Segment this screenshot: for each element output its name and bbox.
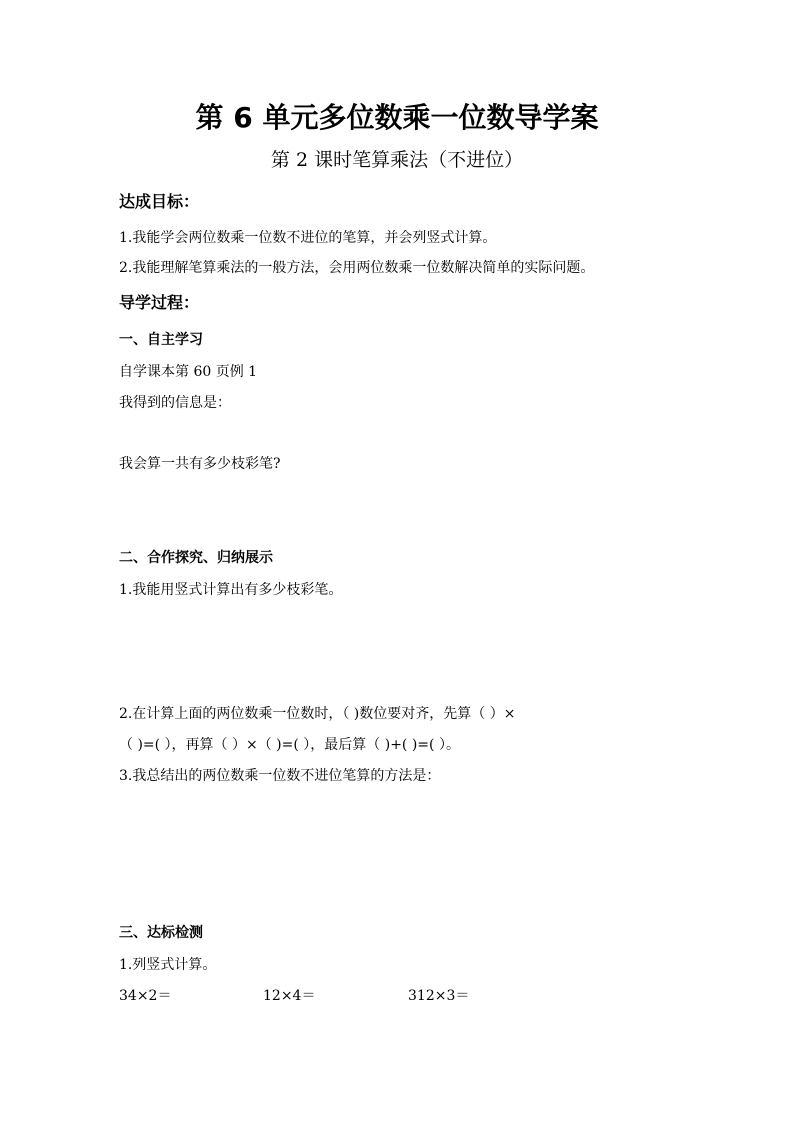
problem-2: 12×4＝ [263, 988, 316, 1004]
section2-title: 二、合作探究、归纳展示 [119, 550, 273, 566]
process-heading: 导学过程： [119, 293, 200, 312]
section2-item-2-line-b: （ )=( ），再算（ ）×（ )=( ），最后算（ )+( )=( ）。 [119, 737, 460, 753]
section1-line-3: 我会算一共有多少枝彩笔? [119, 456, 281, 472]
problem-1: 34×2＝ [119, 988, 172, 1004]
page-subtitle: 第 2 课时笔算乘法（不进位） [270, 149, 524, 171]
goal-item-2: 2.我能理解笔算乘法的一般方法，会用两位数乘一位数解决简单的实际问题。 [119, 260, 595, 276]
page-title: 第 6 单元多位数乘一位数导学案 [195, 101, 599, 134]
section1-line-2: 我得到的信息是： [119, 395, 231, 411]
goal-item-1: 1.我能学会两位数乘一位数不进位的笔算，并会列竖式计算。 [119, 230, 497, 246]
section1-title: 一、自主学习 [119, 332, 203, 348]
section2-item-3: 3.我总结出的两位数乘一位数不进位笔算的方法是： [119, 768, 441, 784]
section1-line-1: 自学课本第 60 页例 1 [119, 364, 258, 380]
section2-item-2-line-a: 2.在计算上面的两位数乘一位数时，（ )数位要对齐，先算（ ）× [119, 706, 516, 722]
goals-heading: 达成目标： [119, 192, 200, 211]
section2-item-1: 1.我能用竖式计算出有多少枝彩笔。 [119, 582, 343, 598]
section3-title: 三、达标检测 [119, 925, 203, 941]
problem-3: 312×3＝ [408, 988, 470, 1004]
section3-item-1: 1.列竖式计算。 [119, 957, 217, 973]
